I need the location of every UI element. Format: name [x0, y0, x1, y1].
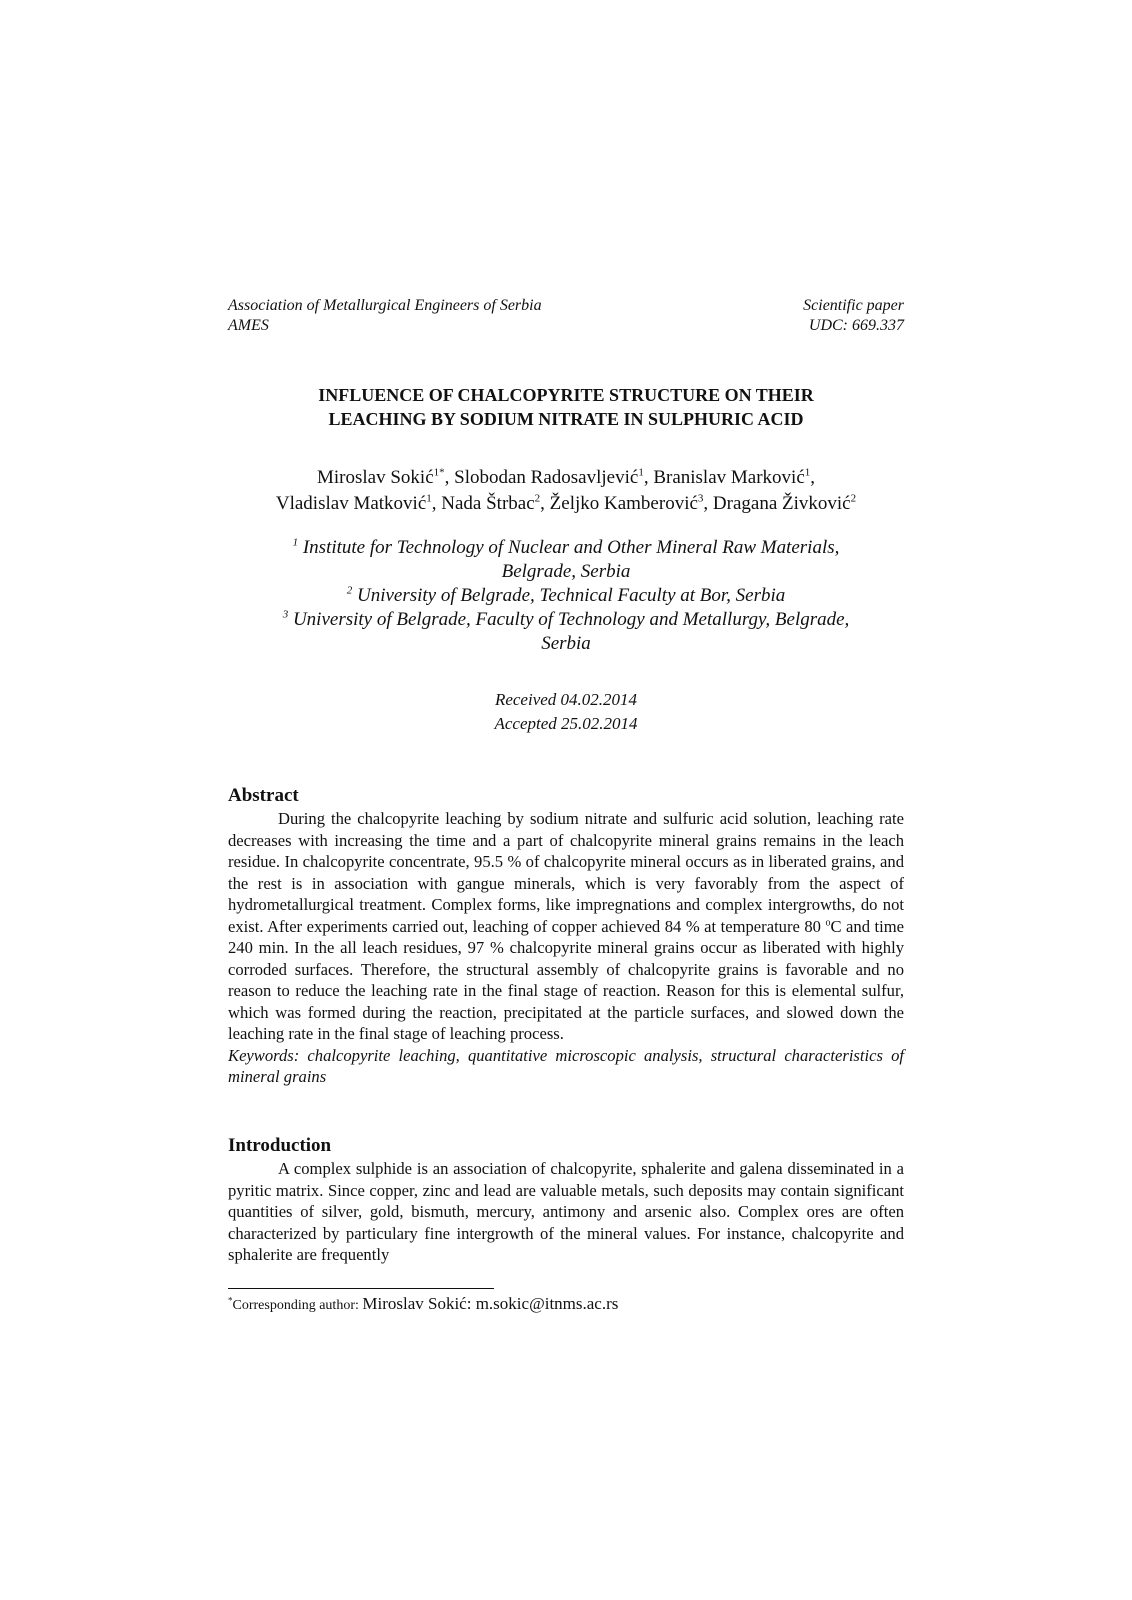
keywords: Keywords: chalcopyrite leaching, quantitative microscopic analysis, structural characteristics of mineral grains	[228, 1045, 904, 1086]
author-affiliation-mark: 1	[804, 466, 811, 479]
received-date: Received 04.02.2014	[494, 690, 638, 709]
affiliation-3	[228, 608, 904, 632]
author-affiliation-mark: 2	[534, 492, 541, 505]
affiliation-1-continued: Belgrade, Serbia	[501, 561, 631, 582]
author-name: Vladislav Matković	[275, 493, 427, 514]
author-affiliation-mark: 1*	[433, 466, 445, 479]
affiliation-text: University of Belgrade, Technical Faculty at Bor, Serbia	[356, 585, 786, 606]
affiliation-1	[228, 536, 904, 560]
author-line-1	[228, 465, 904, 491]
author-affiliation-mark: 2	[850, 492, 857, 505]
introduction-heading: Introduction	[228, 1135, 332, 1156]
corresponding-author-footnote	[228, 1294, 904, 1316]
author-name: Nada Štrbac	[441, 493, 535, 514]
introduction-text: A complex sulphide is an association of chalcopyrite, sphalerite and galena disseminated in a pyritic matrix. Since copper, zinc and lead are valuable metals, such deposits may contain significant quantities of silver, gold, bismuth, mercury, antimony and arsenic also. Complex ores are often characterized by particulary fine intergrowth of the mineral values. For instance, chalcopyrite and sphalerite are frequently	[228, 1159, 904, 1264]
affiliation-mark: 3	[282, 608, 289, 621]
introduction-section	[228, 1134, 904, 1266]
abstract-text-part-1: During the chalcopyrite leaching by sodium nitrate and sulfuric acid solution, leaching rate decreases with increasing the time and a part of chalcopyrite mineral grains remains in the leach residue. In chalcopyrite concentrate, 95.5 % of chalcopyrite mineral occurs as in liberated grains, and the rest is in association with gangue minerals, which is very favorably from the aspect of hydrometallurgical treatment. Complex forms, like impregnations and complex intergrowths, do not exist. After experiments carried out, leaching of copper achieved 84 % at temperature 80	[228, 809, 904, 936]
paper-title	[228, 383, 904, 431]
author-affiliation-mark: 1	[426, 492, 432, 505]
abstract-heading: Abstract	[228, 785, 299, 806]
author-separator: ,	[444, 467, 455, 488]
accepted-date: Accepted 25.02.2014	[494, 714, 638, 733]
author-separator: ,	[643, 467, 654, 488]
header-row-1	[228, 296, 904, 316]
affiliation-text: Institute for Technology of Nuclear and Other Mineral Raw Materials,	[302, 537, 840, 558]
affiliation-2	[228, 584, 904, 608]
udc-code: UDC: 669.337	[808, 317, 904, 334]
author-line-2	[228, 491, 904, 517]
footnote-label: Corresponding author:	[232, 1298, 363, 1313]
submission-dates	[228, 688, 904, 736]
author-list	[228, 465, 904, 517]
title-line-2: LEACHING BY SODIUM NITRATE IN SULPHURIC ACID	[328, 409, 804, 429]
affiliation-text: University of Belgrade, Faculty of Technology and Metallurgy, Belgrade,	[292, 609, 850, 630]
footnote-mark: *	[228, 1295, 233, 1306]
affiliation-mark: 2	[346, 584, 353, 597]
author-name: Željko Kamberović	[549, 493, 698, 514]
author-name: Slobodan Radosavljević	[454, 467, 639, 488]
affiliation-list	[228, 536, 904, 656]
author-separator: ,	[431, 493, 442, 514]
title-line-1: INFLUENCE OF CHALCOPYRITE STRUCTURE ON THEIR	[318, 385, 814, 405]
abstract-text-part-2: C and time 240 min. In the all leach residues, 97 % chalcopyrite mineral grains occur as liberated with highly corroded surfaces. Therefore, the structural assembly of chalcopyrite grains is favorable and no reason to reduce the leaching rate in the final stage of reaction. Reason for this is elemental sulfur, which was formed during the reaction, precipitated at the particle surfaces, and slowed down the leaching rate in the final stage of leaching process.	[228, 916, 904, 1043]
author-affiliation-mark: 1	[638, 466, 644, 479]
author-separator: ,	[703, 493, 713, 514]
header-row-2	[228, 316, 904, 336]
paper-type: Scientific paper	[803, 297, 904, 314]
society-abbreviation: AMES	[228, 317, 269, 334]
author-name: Branislav Marković	[653, 467, 805, 488]
abstract-text	[228, 808, 904, 1045]
degree-mark: o	[825, 916, 831, 928]
affiliation-3-continued: Serbia	[541, 633, 591, 654]
affiliation-mark: 1	[292, 536, 299, 549]
journal-header	[228, 296, 904, 336]
author-separator: ,	[810, 467, 815, 488]
author-separator: ,	[540, 493, 550, 514]
footnote-divider	[228, 1288, 494, 1289]
society-name: Association of Metallurgical Engineers of Serbia	[228, 297, 542, 314]
author-name: Miroslav Sokić	[317, 467, 434, 488]
author-affiliation-mark: 3	[697, 492, 704, 505]
abstract-section	[228, 784, 904, 1088]
author-name: Dragana Živković	[712, 493, 851, 514]
corresponding-author-contact: Miroslav Sokić: m.sokic@itnms.ac.rs	[362, 1294, 619, 1313]
